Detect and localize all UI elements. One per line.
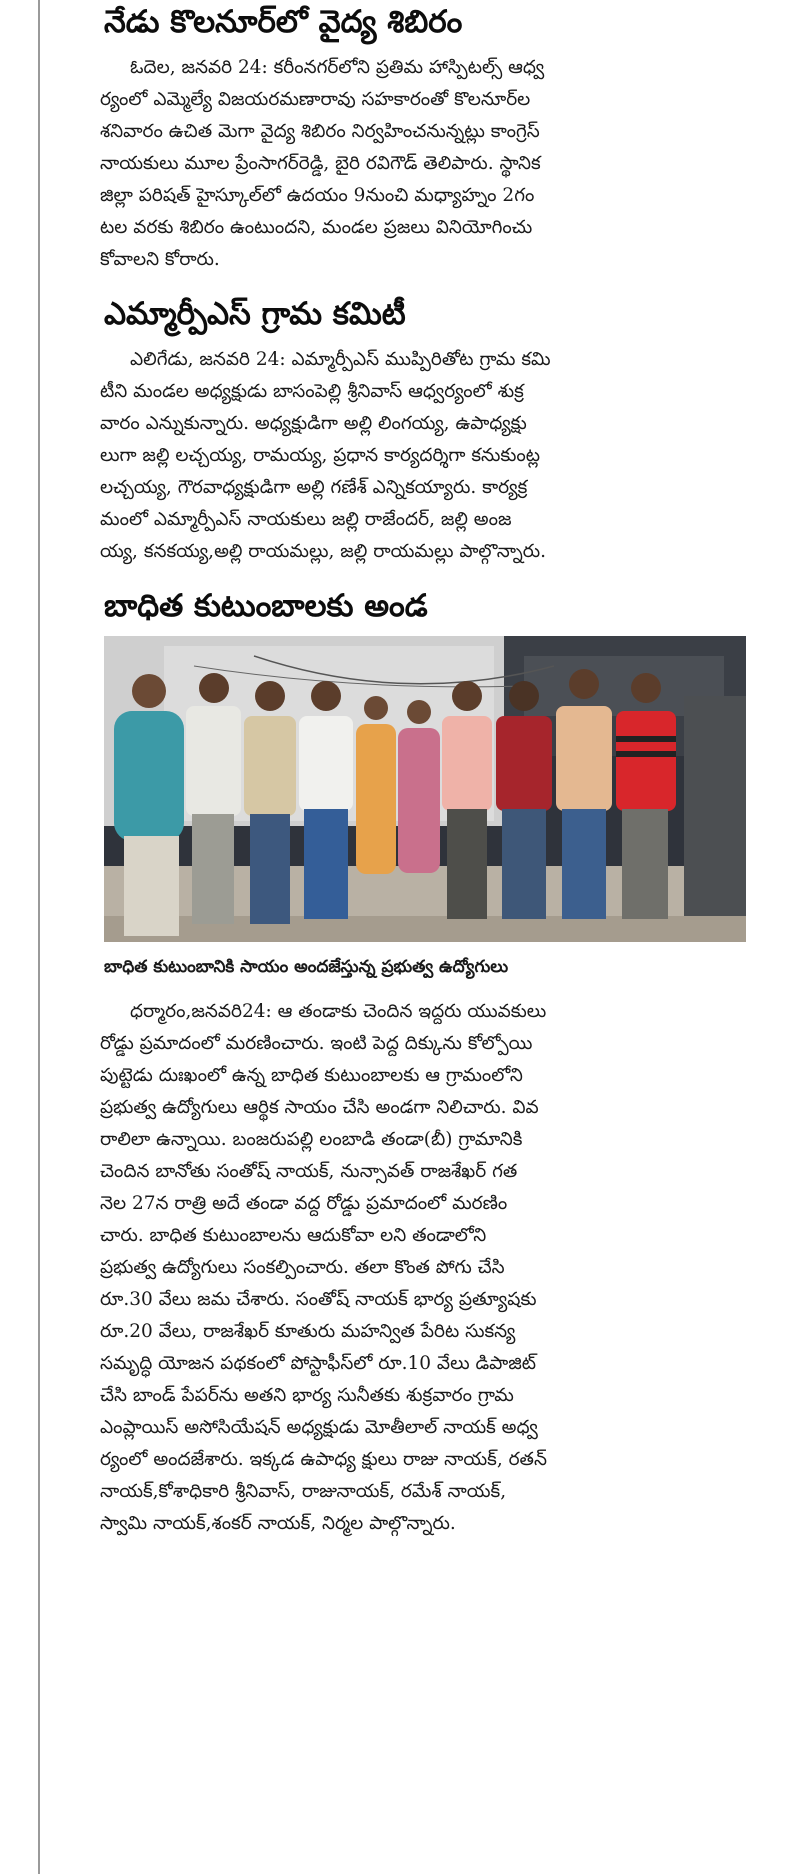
article-family-support [100, 586, 750, 1540]
headline-medical-camp: నేడు కొలనూర్‌లో వైద్య శిబిరం [104, 4, 463, 40]
body-line: శనివారం ఉచిత మెగా వైద్య శిబిరం నిర్వహించనున్నట్లు కాంగ్రెస్ [100, 121, 540, 142]
headline-family-support: బాధిత కుటుంబాలకు అండ [104, 588, 428, 624]
body-line: ఓదెల, జనవరి 24: కరీంనగర్‌లోని ప్రతిమ హాస్పిటల్స్ ఆధ్వ [130, 57, 545, 78]
body-line: లుగా జల్లి లచ్చయ్య, రామయ్య, ప్రధాన కార్యదర్శిగా కనుకుంట్ల [100, 445, 541, 466]
body-line: చారు. బాధిత కుటుంబాలను ఆదుకోవా లని తండాలోని [100, 1225, 487, 1246]
newspaper-column [100, 0, 750, 1558]
body-line: మంలో ఎమ్మార్పీఎస్ నాయకులు జల్లి రాజేందర్, జల్లి అంజ [100, 509, 512, 530]
body-medical-camp [100, 52, 750, 276]
body-line: టల వరకు శిబిరం ఉంటుందని, మండల ప్రజలు వినియోగించు [100, 217, 533, 238]
body-line: నాయకులు మూల ప్రేంసాగర్‌రెడ్డి, బైరి రవిగౌడ్ తెలిపారు. స్థానిక [100, 153, 541, 174]
body-line: నాయక్,కోశాధికారి శ్రీనివాస్, రాజునాయక్, రమేశ్ నాయక్, [100, 1481, 507, 1502]
group-photo-illustration [104, 636, 746, 942]
body-line: స్వామి నాయక్,శంకర్ నాయక్, నిర్మల పాల్గొన్నారు. [100, 1513, 456, 1534]
photo-caption: బాధిత కుటుంబానికి సాయం అందజేస్తున్న ప్రభుత్వ ఉద్యోగులు [104, 957, 509, 977]
body-line: లచ్చయ్య, గౌరవాధ్యక్షుడిగా అల్లి గణేశ్ ఎన్నికయ్యారు. కార్యక్ర [100, 477, 528, 498]
article-mrps-committee [100, 294, 750, 568]
article-medical-camp [100, 2, 750, 276]
body-line: ధర్మారం,జనవరి24: ఆ తండాకు చెందిన ఇద్దరు యువకులు [130, 1001, 547, 1022]
body-line: టీని మండల అధ్యక్షుడు బాసంపెల్లి శ్రీనివాస్ ఆధ్వర్యంలో శుక్ర [100, 381, 524, 402]
body-line: ర్యంలో అందజేశారు. ఇక్కడ ఉపాధ్య క్షులు రాజు నాయక్, రతన్ [100, 1449, 547, 1470]
body-line: ఎంప్లాయిస్ అసోసియేషన్ అధ్యక్షుడు మోతీలాల్ నాయక్ అధ్వ [100, 1417, 538, 1438]
body-line: జిల్లా పరిషత్ హైస్కూల్‌లో ఉదయం 9నుంచి మధ్యాహ్నం 2గం [100, 185, 535, 206]
headline-mrps-committee: ఎమ్మార్పీఎస్ గ్రామ కమిటీ [104, 296, 406, 332]
body-line: ర్యంలో ఎమ్మెల్యే విజయరమణారావు సహకారంతో కొలనూర్‌ల [100, 89, 531, 110]
body-line: రోడ్డు ప్రమాదంలో మరణించారు. ఇంటి పెద్ద దిక్కును కోల్పోయి [100, 1033, 533, 1054]
body-line: ప్రభుత్వ ఉద్యోగులు సంకల్పించారు. తలా కొంత పోగు చేసి [100, 1257, 505, 1278]
body-line: నెల 27న రాత్రి అదే తండా వద్ద రోడ్డు ప్రమాదంలో మరణిం [100, 1193, 508, 1214]
body-line: కోవాలని కోరారు. [100, 249, 220, 270]
body-line: రాలిలా ఉన్నాయి. బంజరుపల్లి లంబాడి తండా(బీ) గ్రామానికి [100, 1129, 523, 1150]
body-line: ఎలిగేడు, జనవరి 24: ఎమ్మార్పీఎస్ ముప్పిరితోట గ్రామ కమి [130, 349, 551, 370]
body-line: వారం ఎన్నుకున్నారు. అధ్యక్షుడిగా అల్లి లింగయ్య, ఉపాధ్యక్షు [100, 413, 527, 434]
news-photo [104, 636, 746, 942]
column-divider-rule [38, 0, 40, 1874]
body-line: సమృద్ధి యోజన పథకంలో పోస్టాఫీస్‌లో రూ.10 వేలు డిపాజిట్ [100, 1353, 537, 1374]
body-line: పుట్టెడు దుఃఖంలో ఉన్న బాధిత కుటుంబాలకు ఆ గ్రామంలోని [100, 1065, 523, 1086]
body-line: చేసి బాండ్ పేపర్‌ను అతని భార్య సునీతకు శుక్రవారం గ్రామ [100, 1385, 514, 1406]
body-line: రూ.20 వేలు, రాజశేఖర్ కూతురు మహన్విత పేరిట సుకన్య [100, 1321, 516, 1342]
body-line: చెందిన బానోతు సంతోష్ నాయక్, నున్సావత్ రాజశేఖర్ గత [100, 1161, 518, 1182]
body-line: రూ.30 వేలు జమ చేశారు. సంతోష్ నాయక్ భార్య ప్రత్యూషకు [100, 1289, 537, 1310]
body-line: య్య, కనకయ్య,అల్లి రాయమల్లు, జల్లి రాయమల్లు పాల్గొన్నారు. [100, 541, 546, 562]
body-mrps-committee [100, 344, 750, 568]
body-line: ప్రభుత్వ ఉద్యోగులు ఆర్థిక సాయం చేసి అండగా నిలిచారు. వివ [100, 1097, 539, 1118]
body-family-support [100, 996, 750, 1540]
